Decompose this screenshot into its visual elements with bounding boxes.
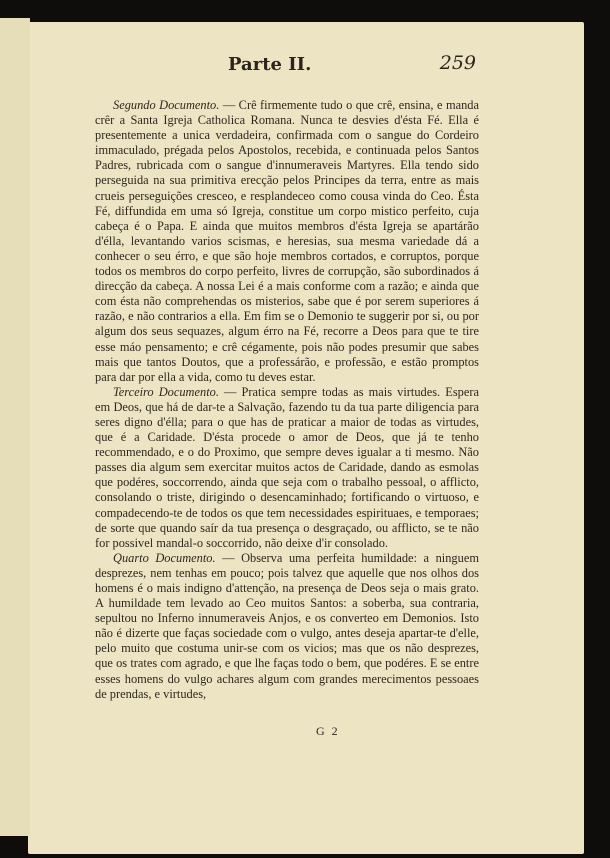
- section-body: — Crê firmemente tudo o que crê, ensina, e manda crêr a Santa Igreja Catholica Romana. Nunca te desvies d'ésta Fé. Ella é presentemente a unica verdadeira, confirmada com o sangue do Cordeiro immaculado, prégada pelos Apostolos, recebida, e continuada pelos Santos Padres, rubricada com o sangue d'innumeraveis Martyres. Ella tendo sido perseguida na sua primitiva erecção pelos Principes da terra, entre as mais crueis perseguições cresceo, e resplandeceo como cousa vinda do Ceo. Ésta Fé, diffundida em uma só Igreja, constitue um corpo mistico perfeito, cuja cabeça é o Papa. E ainda que muitos membros d'ésta Igreja se apartárão d'élla, levantando varios scismas, e heresias, sua mesma variedade dá a conhecer o seu érro, e que são hoje membros cortados, e corruptos, porque todos os membros do corpo perfeito, livres de corrupção, são subordinados á direcção da cabeça. A nossa Lei é a mais conforme com a razão; e ainda que com ésta não comprehendas os misterios, sabe que é por serem superiores á razão, e não contrarios a ella. Em fim se o Demonio te suggerir por si, ou por algum dos seus sequazes, algum érro na Fé, recorre a Deos para que te tire esse máo pensamento; e crê cégamente, pois não podes presumir que sabes mais que tantos Doutos, que a professárão, e professão, e estão promptos para dar por ella a vida, como tu deves estar.: [95, 98, 479, 384]
- paragraph-terceiro: [95, 385, 479, 551]
- section-body: — Observa uma perfeita humildade: a ninguem desprezes, nem tenhas em pouco; pois talvez que aquelle que nos olhos dos homens é o mais indigno d'attenção, na presença de Deos seja o mais grato. A humildade tem levado ao Ceo muitos Santos: a soberba, sua contraria, sepultou no Inferno innumeraveis Anjos, e os converteo em Demonios. Isto não é dizerte que faças sociedade com o vulgo, antes deseja apartar-te d'elle, pelo muito que costuma unir-se com os vicios; mas que os não desprezes, que os trates com agrado, e que lhe faças todo o bem, que podéres. E se entre esses homens do vulgo achares algum com grandes merecimentos pessoaes de prendas, e virtudes,: [95, 550, 479, 701]
- section-body: — Pratica sempre todas as mais virtudes. Espera em Deos, que há de dar-te a Salvação, fazendo tu da tua parte diligencia para seres digno d'élla; para o que has de praticar a maior de todas as virtudes, que é a Caridade. D'ésta procede o amor de Deos, que já te tenho recommendado, e o do Proximo, que sempre deves igualar a ti mesmo. Não passes dia algum sem exercitar muitos actos de Caridade, dando as esmolas que podéres, soccorrendo, ainda que seja com o trabalho pessoal, o afflicto, consolando o triste, dirigindo o desencaminhado; fortificando o virtuoso, e compadecendo-te de todos os que tem necessidades espirituaes, e temporaes; de sorte que quando saír da tua presença o desgraçado, ou afflicto, se te não for possivel mandal-o soccorrido, não deixe d'ir consolado.: [95, 384, 479, 550]
- section-heading: Terceiro Documento.: [113, 384, 219, 399]
- running-title: Parte II.: [228, 54, 312, 75]
- page-spine: [0, 18, 30, 836]
- body-text: [95, 98, 479, 702]
- section-heading: Quarto Documento.: [113, 550, 216, 565]
- paragraph-quarto: [95, 551, 479, 702]
- paragraph-segundo: [95, 98, 479, 385]
- page-number: 259: [439, 52, 476, 74]
- signature-mark: G 2: [316, 724, 340, 738]
- section-heading: Segundo Documento.: [113, 98, 220, 112]
- page-header: [228, 52, 478, 86]
